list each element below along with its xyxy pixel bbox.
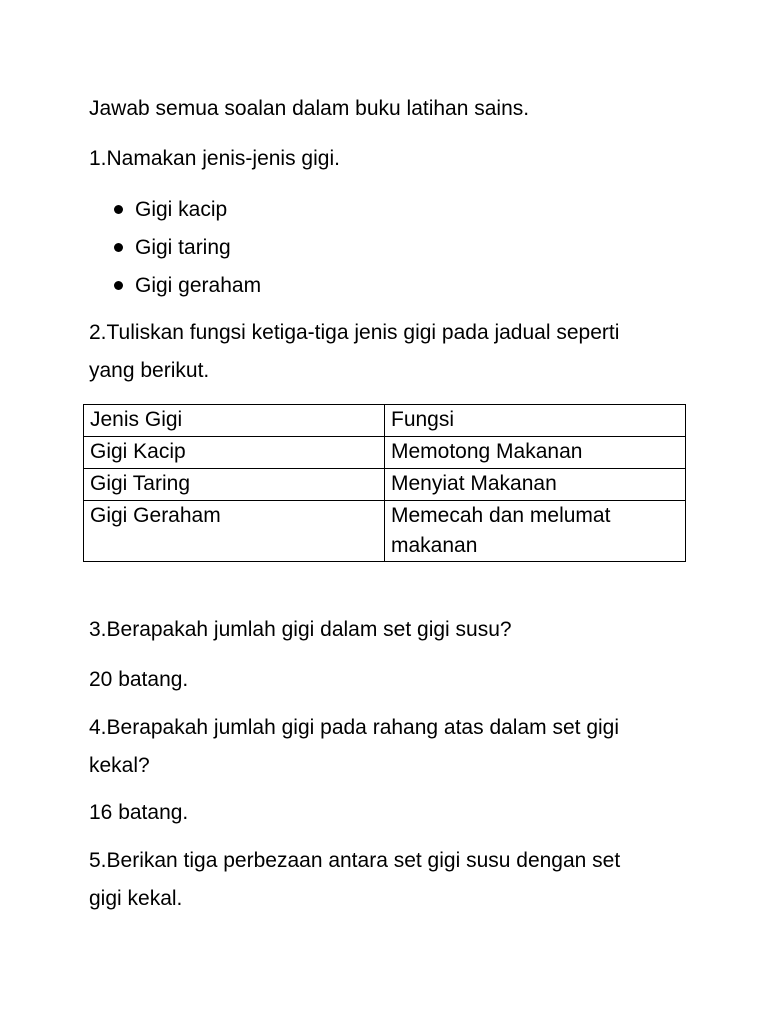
- list-item: [89, 233, 261, 271]
- table-row: [84, 501, 686, 562]
- function-text-continued: makanan: [391, 534, 478, 557]
- list-item: [89, 271, 261, 309]
- teeth-types-list: [89, 195, 261, 309]
- table-cell-type: Gigi Taring: [84, 469, 385, 501]
- table-cell-function: [385, 501, 686, 562]
- question-5-line-2: gigi kekal.: [89, 887, 183, 910]
- list-item: [89, 195, 261, 233]
- table-cell-type: Gigi Kacip: [84, 437, 385, 469]
- function-text: Menyiat Makanan: [391, 472, 557, 495]
- question-4-line-1: 4.Berapakah jumlah gigi pada rahang atas dalam set gigi: [89, 716, 620, 739]
- list-item-label: Gigi geraham: [135, 274, 262, 297]
- instruction-text: Jawab semua soalan dalam buku latihan sains.: [89, 97, 530, 120]
- teeth-function-table: [83, 404, 686, 562]
- bullet-icon: [114, 205, 123, 214]
- question-1: 1.Namakan jenis-jenis gigi.: [89, 147, 340, 170]
- question-3: 3.Berapakah jumlah gigi dalam set gigi susu?: [89, 618, 512, 641]
- bullet-icon: [114, 243, 123, 252]
- question-4-line-2: kekal?: [89, 754, 150, 777]
- function-text: Memotong Makanan: [391, 440, 583, 463]
- table-header-cell: Fungsi: [385, 405, 686, 437]
- table-header-cell: Jenis Gigi: [84, 405, 385, 437]
- table-row: [84, 437, 686, 469]
- list-item-label: Gigi kacip: [135, 198, 228, 221]
- table-header-row: [84, 405, 686, 437]
- answer-4: 16 batang.: [89, 801, 189, 824]
- list-item-label: Gigi taring: [135, 236, 231, 259]
- question-2-line-1: 2.Tuliskan fungsi ketiga-tiga jenis gigi pada jadual seperti: [89, 321, 620, 344]
- answer-3: 20 batang.: [89, 668, 189, 691]
- table-cell-type: Gigi Geraham: [84, 501, 385, 562]
- table-cell-function: [385, 469, 686, 501]
- bullet-icon: [114, 281, 123, 290]
- table-row: [84, 469, 686, 501]
- question-2-line-2: yang berikut.: [89, 359, 210, 382]
- question-5-line-1: 5.Berikan tiga perbezaan antara set gigi susu dengan set: [89, 849, 621, 872]
- table-cell-function: [385, 437, 686, 469]
- function-text: Memecah dan melumat: [391, 504, 611, 527]
